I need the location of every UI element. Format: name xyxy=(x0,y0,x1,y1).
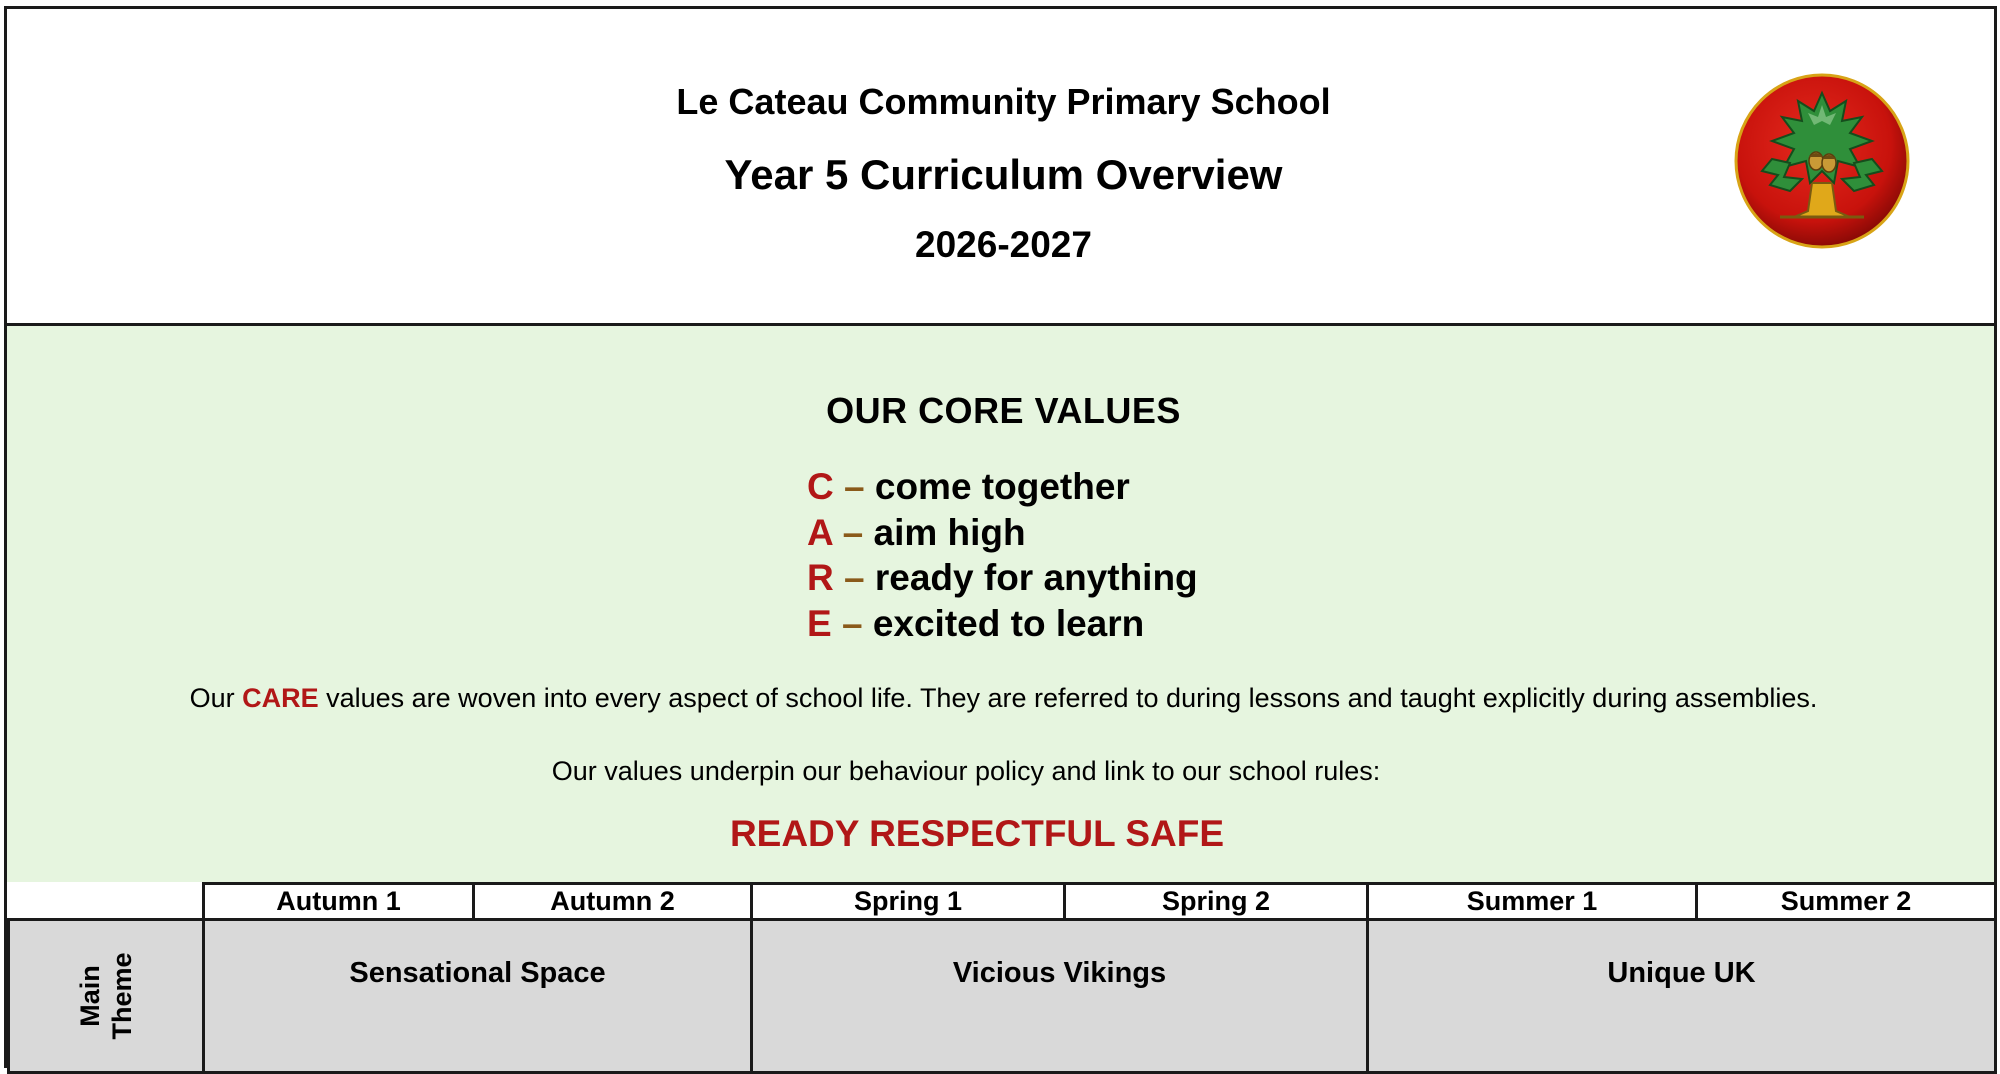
care-dash: – xyxy=(842,511,864,553)
care-letter: A xyxy=(807,511,833,553)
school-rules: READY RESPECTFUL SAFE xyxy=(729,813,1225,854)
care-text: excited to learn xyxy=(872,602,1145,644)
care-dash: – xyxy=(844,466,865,507)
main-theme-label-cell xyxy=(9,920,204,1073)
care-description xyxy=(7,683,2000,714)
school-name: Le Cateau Community Primary School xyxy=(676,81,1331,122)
care-letter: E xyxy=(807,602,832,644)
main-theme-row xyxy=(9,920,1996,1073)
document-title: Year 5 Curriculum Overview xyxy=(724,151,1283,198)
care-text: come together xyxy=(874,466,1130,507)
core-values-section xyxy=(7,326,1994,882)
care-value-item xyxy=(807,464,1198,510)
curriculum-table-wrapper xyxy=(7,882,1994,1074)
document-frame xyxy=(4,6,1997,1068)
care-word: CARE xyxy=(242,683,319,713)
curriculum-table xyxy=(7,882,1997,1074)
theme-cell-summer xyxy=(1368,920,1996,1073)
term-header-row xyxy=(9,884,1996,920)
care-value-item xyxy=(807,555,1198,601)
care-value-item xyxy=(807,601,1198,647)
theme-summer: Unique UK xyxy=(1607,957,1756,989)
care-description-post: values are woven into every aspect of school life. They are referred to during lessons and taught explicitly during assemblies. xyxy=(318,683,1818,713)
term-header-spring-2: Spring 2 xyxy=(1065,884,1368,920)
theme-spring: Vicious Vikings xyxy=(952,957,1167,989)
main-theme-label xyxy=(74,952,138,1039)
core-values-heading: OUR CORE VALUES xyxy=(826,390,1181,431)
term-header-autumn-1: Autumn 1 xyxy=(204,884,474,920)
care-text: aim high xyxy=(873,511,1026,553)
theme-cell-spring xyxy=(752,920,1368,1073)
term-header-summer-2: Summer 2 xyxy=(1697,884,1996,920)
academic-year: 2026-2027 xyxy=(915,224,1092,265)
care-letter: C xyxy=(807,466,834,507)
care-description-pre: Our xyxy=(189,683,243,713)
document-header xyxy=(7,9,1994,326)
main-theme-label-line2: Theme xyxy=(107,952,137,1040)
care-letter: R xyxy=(807,557,834,598)
term-header-spring-1: Spring 1 xyxy=(752,884,1065,920)
theme-cell-autumn xyxy=(204,920,752,1073)
behaviour-policy-text: Our values underpin our behaviour policy and link to our school rules: xyxy=(551,756,1381,786)
care-value-item xyxy=(807,510,1198,556)
care-text: ready for anything xyxy=(874,557,1198,598)
care-dash: – xyxy=(841,602,863,644)
theme-autumn: Sensational Space xyxy=(349,957,606,989)
term-header-summer-1: Summer 1 xyxy=(1368,884,1697,920)
main-theme-label-line1: Main xyxy=(75,965,105,1027)
table-corner-cell xyxy=(9,884,204,920)
term-header-autumn-2: Autumn 2 xyxy=(474,884,752,920)
care-dash: – xyxy=(844,557,865,598)
school-crest-tree-icon xyxy=(1732,71,1912,251)
care-values-list xyxy=(807,464,1198,646)
